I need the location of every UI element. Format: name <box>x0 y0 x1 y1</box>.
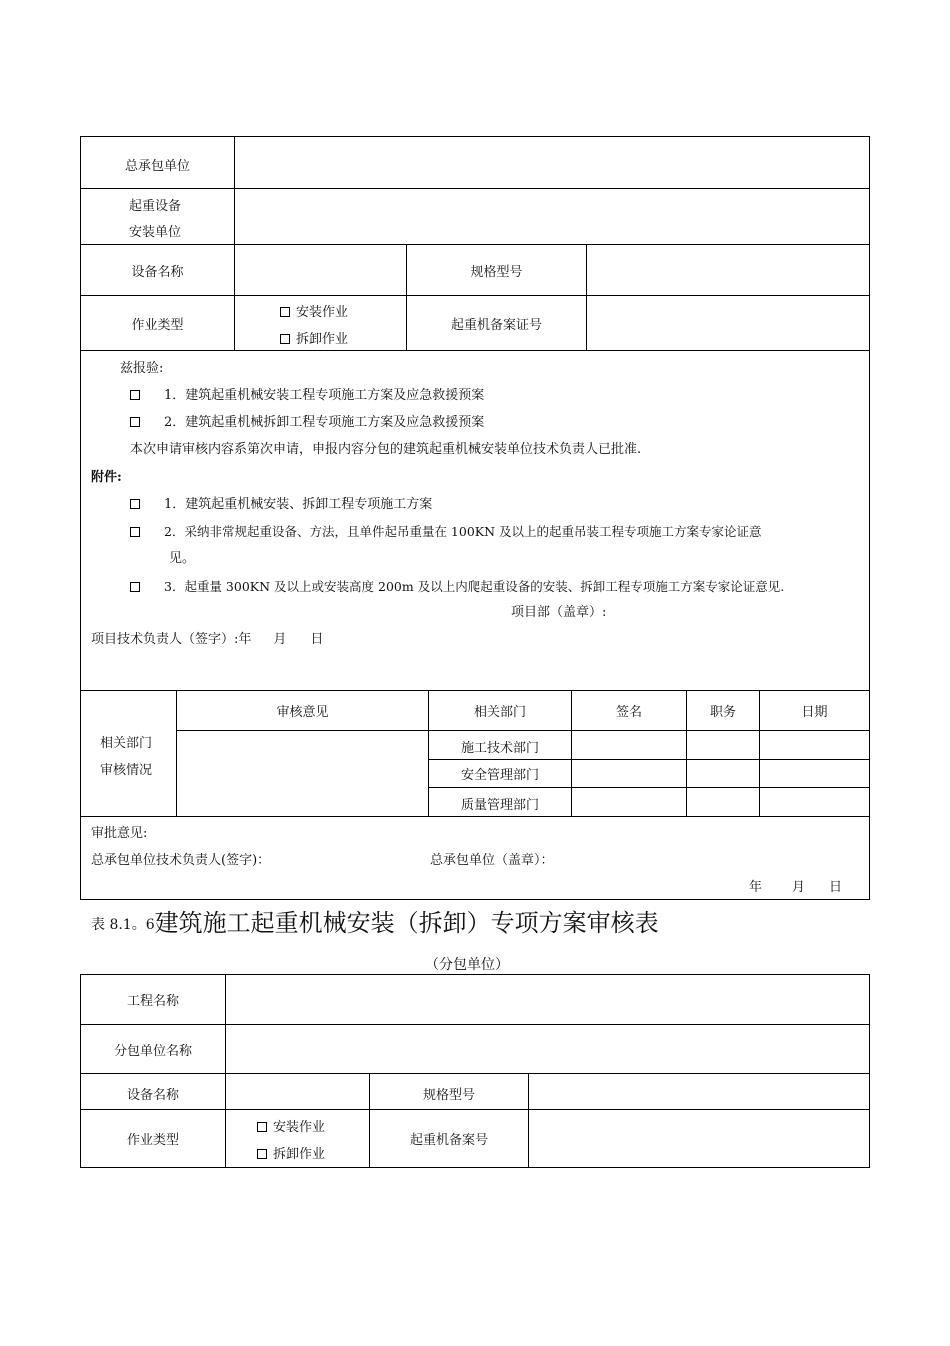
model-label-cell <box>406 244 587 296</box>
review-header-dept <box>428 690 572 731</box>
review-header-opinion <box>176 690 429 731</box>
bottom-equipment-label: 设备名称 <box>126 1087 179 1103</box>
tech-lead-sign-label: 项目技术负责人（签字）:年 <box>91 632 252 647</box>
project-name-label: 工程名称 <box>126 994 179 1009</box>
review-header-sign <box>571 690 687 731</box>
report-item-2 <box>130 415 484 431</box>
crane-record-label-cell <box>406 295 587 351</box>
report-title: 兹报验: <box>120 361 164 376</box>
review-left-cell <box>80 690 177 817</box>
review-dept-1: 施工技术部门 <box>460 741 539 756</box>
review-position-2[interactable] <box>686 759 760 788</box>
review-header-date-text: 日期 <box>801 705 828 720</box>
gc-seal: 总承包单位（盖章）： <box>430 853 554 868</box>
subcontractor-input[interactable] <box>225 1024 870 1074</box>
review-sign-2[interactable] <box>571 759 687 788</box>
review-date-3[interactable] <box>759 787 870 817</box>
subcontractor-label: 分包单位名称 <box>113 1043 192 1059</box>
attachment-1-checkbox[interactable] <box>130 499 140 509</box>
review-position-3[interactable] <box>686 787 760 817</box>
review-header-position <box>686 690 760 731</box>
approval-day: 日 <box>829 880 843 895</box>
tech-lead-sign <box>91 632 323 648</box>
bottom-operation-options <box>225 1109 370 1168</box>
review-header-date <box>759 690 870 731</box>
bottom-operation-label-cell <box>80 1109 226 1168</box>
general-contractor-label: 总承包单位 <box>124 159 190 174</box>
bottom-operation-label: 作业类型 <box>126 1133 179 1148</box>
model-label: 规格型号 <box>470 264 523 280</box>
review-dept-row-3 <box>428 787 572 817</box>
operation-type-label: 作业类型 <box>131 317 184 333</box>
equipment-name-input[interactable] <box>234 244 407 296</box>
installer-label-line2: 安装单位 <box>129 225 182 240</box>
approval-month: 月 <box>792 880 806 895</box>
attachment-1 <box>130 497 432 513</box>
dismantle-checkbox-row[interactable] <box>280 332 348 348</box>
report-item-1-checkbox[interactable] <box>130 390 140 400</box>
model-input[interactable] <box>586 244 870 296</box>
review-header-sign-text: 签名 <box>615 705 642 720</box>
bottom-model-label: 规格型号 <box>422 1087 475 1103</box>
bottom-install-label: 安装作业 <box>273 1120 326 1135</box>
review-left-line1: 相关部门 <box>100 736 153 751</box>
operation-type-options <box>234 295 407 351</box>
bottom-equipment-input[interactable] <box>225 1073 370 1110</box>
bottom-dismantle-row[interactable] <box>257 1147 325 1163</box>
review-header-position-text: 职务 <box>709 705 736 720</box>
form-heading <box>91 908 659 938</box>
bottom-dismantle-checkbox[interactable] <box>257 1149 267 1159</box>
dismantle-option-label: 拆卸作业 <box>296 332 349 347</box>
review-dept-3: 质量管理部门 <box>460 797 539 813</box>
bottom-equipment-label-cell <box>80 1073 226 1110</box>
review-date-1[interactable] <box>759 730 870 760</box>
report-item-1 <box>130 388 484 404</box>
installer-label-line1: 起重设备 <box>129 199 182 214</box>
operation-type-label-cell <box>80 295 235 351</box>
review-sign-1[interactable] <box>571 730 687 760</box>
crane-record-label: 起重机备案证号 <box>450 317 542 333</box>
crane-record-input[interactable] <box>586 295 870 351</box>
report-note: 本次申请审核内容系第次申请，申报内容分包的建筑起重机械安装单位技术负责人已批准. <box>130 442 642 457</box>
equipment-name-label-cell <box>80 244 235 296</box>
approval-year: 年 <box>749 880 763 895</box>
report-item-2-checkbox[interactable] <box>130 417 140 427</box>
review-dept-row-1 <box>428 730 572 760</box>
review-header-dept-text: 相关部门 <box>473 705 526 720</box>
report-item-2-text: 2．建筑起重机械拆卸工程专项施工方案及应急救援预案 <box>164 415 485 430</box>
tech-lead-day: 日 <box>310 632 324 647</box>
attachments-title: 附件: <box>91 470 122 485</box>
attachment-2-checkbox[interactable] <box>130 527 140 537</box>
bottom-model-input[interactable] <box>528 1073 870 1110</box>
approval-label: 审批意见: <box>91 826 148 841</box>
review-sign-3[interactable] <box>571 787 687 817</box>
project-name-label-cell <box>80 974 226 1025</box>
project-name-input[interactable] <box>225 974 870 1025</box>
attachment-3 <box>130 579 784 595</box>
review-date-2[interactable] <box>759 759 870 788</box>
form-heading-prefix: 表 8.1。6 <box>91 917 155 933</box>
install-checkbox-row[interactable] <box>280 305 348 321</box>
approval-block <box>80 816 870 900</box>
attachment-3-checkbox[interactable] <box>130 582 140 592</box>
attachment-1-text: 1．建筑起重机械安装、拆卸工程专项施工方案 <box>164 497 433 512</box>
review-dept-row-2 <box>428 759 572 788</box>
project-dept-seal: 项目部（盖章）: <box>511 605 607 620</box>
gc-tech-sign: 总承包单位技术负责人(签字)： <box>91 853 271 868</box>
approval-date <box>749 880 842 896</box>
installer-input[interactable] <box>234 188 870 245</box>
general-contractor-input[interactable] <box>234 136 870 189</box>
form-heading-title: 建筑施工起重机械安装（拆卸）专项方案审核表 <box>154 909 659 937</box>
bottom-crane-record-input[interactable] <box>528 1109 870 1168</box>
dismantle-checkbox[interactable] <box>280 334 290 344</box>
review-header-opinion-text: 审核意见 <box>276 705 329 720</box>
attachment-2 <box>130 524 762 540</box>
review-opinion-input[interactable] <box>176 730 429 817</box>
report-block <box>80 350 870 691</box>
bottom-model-label-cell <box>369 1073 529 1110</box>
installer-label-cell <box>80 188 235 245</box>
attachment-2-text: 2．采纳非常规起重设备、方法，且单件起吊重量在 100KN 及以上的起重吊装工程专项施工方案专家论证意 <box>164 524 762 539</box>
report-item-1-text: 1．建筑起重机械安装工程专项施工方案及应急救援预案 <box>164 388 485 403</box>
install-checkbox[interactable] <box>280 307 290 317</box>
install-option-label: 安装作业 <box>296 305 349 320</box>
review-position-1[interactable] <box>686 730 760 760</box>
review-left-line2: 审核情况 <box>100 763 153 778</box>
attachment-3-text: 3．起重量 300KN 及以上或安装高度 200m 及以上内爬起重设备的安装、拆卸工程专项施工方案专家论证意见. <box>164 579 785 594</box>
bottom-dismantle-label: 拆卸作业 <box>273 1147 326 1162</box>
form-subtitle: （分包单位） <box>425 957 509 973</box>
bottom-crane-record-label-cell <box>369 1109 529 1168</box>
equipment-name-label: 设备名称 <box>131 264 184 280</box>
subcontractor-label-cell <box>80 1024 226 1074</box>
tech-lead-month: 月 <box>273 632 287 647</box>
bottom-crane-record-label: 起重机备案号 <box>409 1133 488 1148</box>
attachment-2-cont: 见。 <box>169 551 196 566</box>
review-dept-2: 安全管理部门 <box>460 768 539 783</box>
bottom-install-checkbox[interactable] <box>257 1122 267 1132</box>
general-contractor-label-cell <box>80 136 235 189</box>
bottom-install-row[interactable] <box>257 1120 325 1136</box>
